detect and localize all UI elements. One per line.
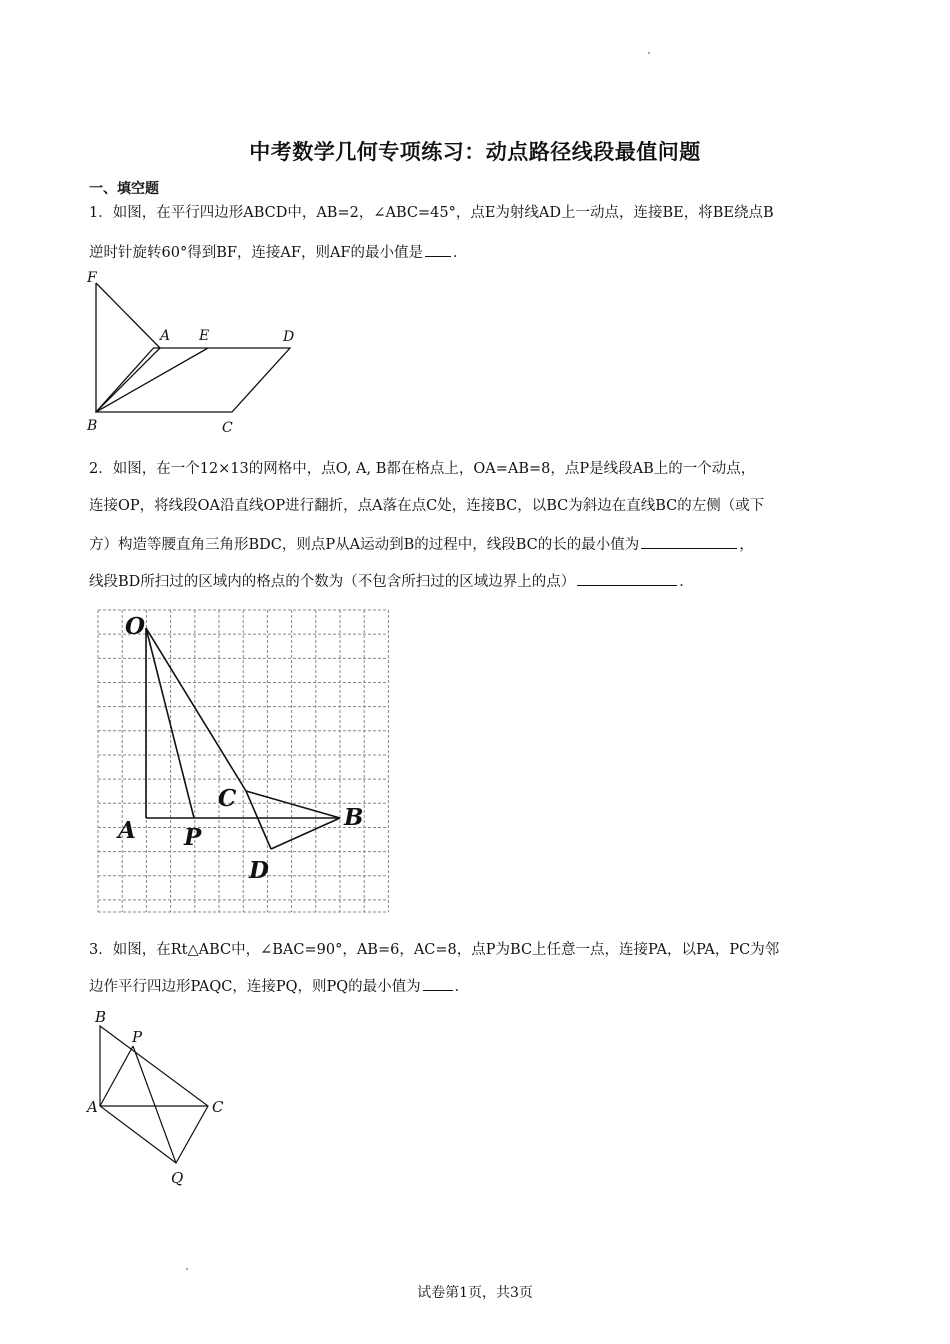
q2-segment-db [271, 818, 340, 849]
q1-label-b: B [87, 418, 98, 434]
q1-label-c: C [222, 420, 233, 436]
q2-line-4-end: ． [679, 574, 694, 590]
q1-label-e: E [199, 328, 210, 344]
q3-label-c: C [212, 1098, 224, 1116]
q1-segment-fa [96, 283, 160, 348]
q2-segment-oc [146, 628, 246, 791]
q1-figure [80, 262, 310, 442]
q2-answer-blank-2 [577, 571, 677, 586]
q1-line-2-text: 逆时针旋转60°得到BF，连接AF，则AF的最小值是 [89, 245, 423, 261]
q1-answer-blank [425, 242, 451, 257]
q2-label-p: P [184, 824, 202, 851]
q2-label-a: A [118, 817, 136, 844]
q3-line-1: 3．如图，在Rt△ABC中，∠BAC=90°，AB=6，AC=8，点P为BC上任意一点，连接PA，以PA，PC为邻 [89, 942, 780, 958]
q2-figure [90, 600, 400, 920]
q1-label-a: A [160, 328, 171, 344]
q1-label-d: D [283, 329, 295, 345]
q3-answer-blank [423, 976, 453, 991]
q2-line-4 [89, 571, 869, 592]
q3-segment-pq [133, 1046, 176, 1163]
q1-line-2-end: ． [452, 245, 468, 261]
q1-parallelogram [96, 348, 290, 412]
q2-segment-op [146, 628, 194, 818]
page-title: 中考数学几何专项练习：动点路径线段最值问题 [249, 140, 701, 164]
q1-label-f: F [87, 270, 97, 286]
q2-answer-blank-1 [641, 534, 737, 549]
q3-label-q: Q [171, 1169, 184, 1187]
bottom-dot [186, 1268, 188, 1270]
section-heading: 一、填空题 [89, 181, 159, 197]
q2-segment-cb [246, 791, 340, 818]
q3-line-2-text: 边作平行四边形PAQC，连接PQ，则PQ的最小值为 [89, 979, 421, 995]
q3-figure [80, 1000, 240, 1195]
q3-line-2-end: ． [454, 979, 470, 995]
q1-line-1: 1．如图，在平行四边形ABCD中，AB=2，∠ABC=45°，点E为射线AD上一动点，连接BE，将BE绕点B [89, 205, 774, 221]
q2-label-b: B [344, 804, 364, 831]
page-footer: 试卷第1页，共3页 [417, 1285, 533, 1301]
q2-line-2: 连接OP，将线段OA沿直线OP进行翻折，点A落在点C处，连接BC，以BC为斜边在直线BC的左侧（或下 [89, 498, 765, 514]
q1-line-2 [89, 242, 869, 263]
q2-line-4-text: 线段BD所扫过的区域内的格点的个数为（不包含所扫过的区域边界上的点） [89, 574, 576, 590]
q1-segment-ba [96, 348, 160, 412]
q3-label-a: A [87, 1098, 98, 1116]
q3-segment-ap [100, 1046, 133, 1106]
q2-grid [98, 610, 388, 912]
q2-label-d: D [249, 857, 269, 884]
q3-label-b: B [95, 1008, 107, 1026]
q2-label-o: O [125, 613, 146, 640]
q1-segment-be [96, 348, 208, 412]
q2-line-3-text: 方）构造等腰直角三角形BDC，则点P从A运动到B的过程中，线段BC的长的最小值为 [89, 537, 640, 553]
q2-label-c: C [218, 785, 237, 812]
q2-line-3-end: ， [739, 537, 754, 553]
q2-line-3 [89, 534, 869, 555]
top-dot [648, 52, 650, 54]
q3-label-p: P [132, 1028, 143, 1046]
q3-line-2 [89, 976, 869, 997]
q2-line-1: 2．如图，在一个12×13的网格中，点O, A, B都在格点上，OA=AB=8，点P是线段AB上的一个动点， [89, 461, 756, 477]
q3-outline [100, 1026, 208, 1163]
